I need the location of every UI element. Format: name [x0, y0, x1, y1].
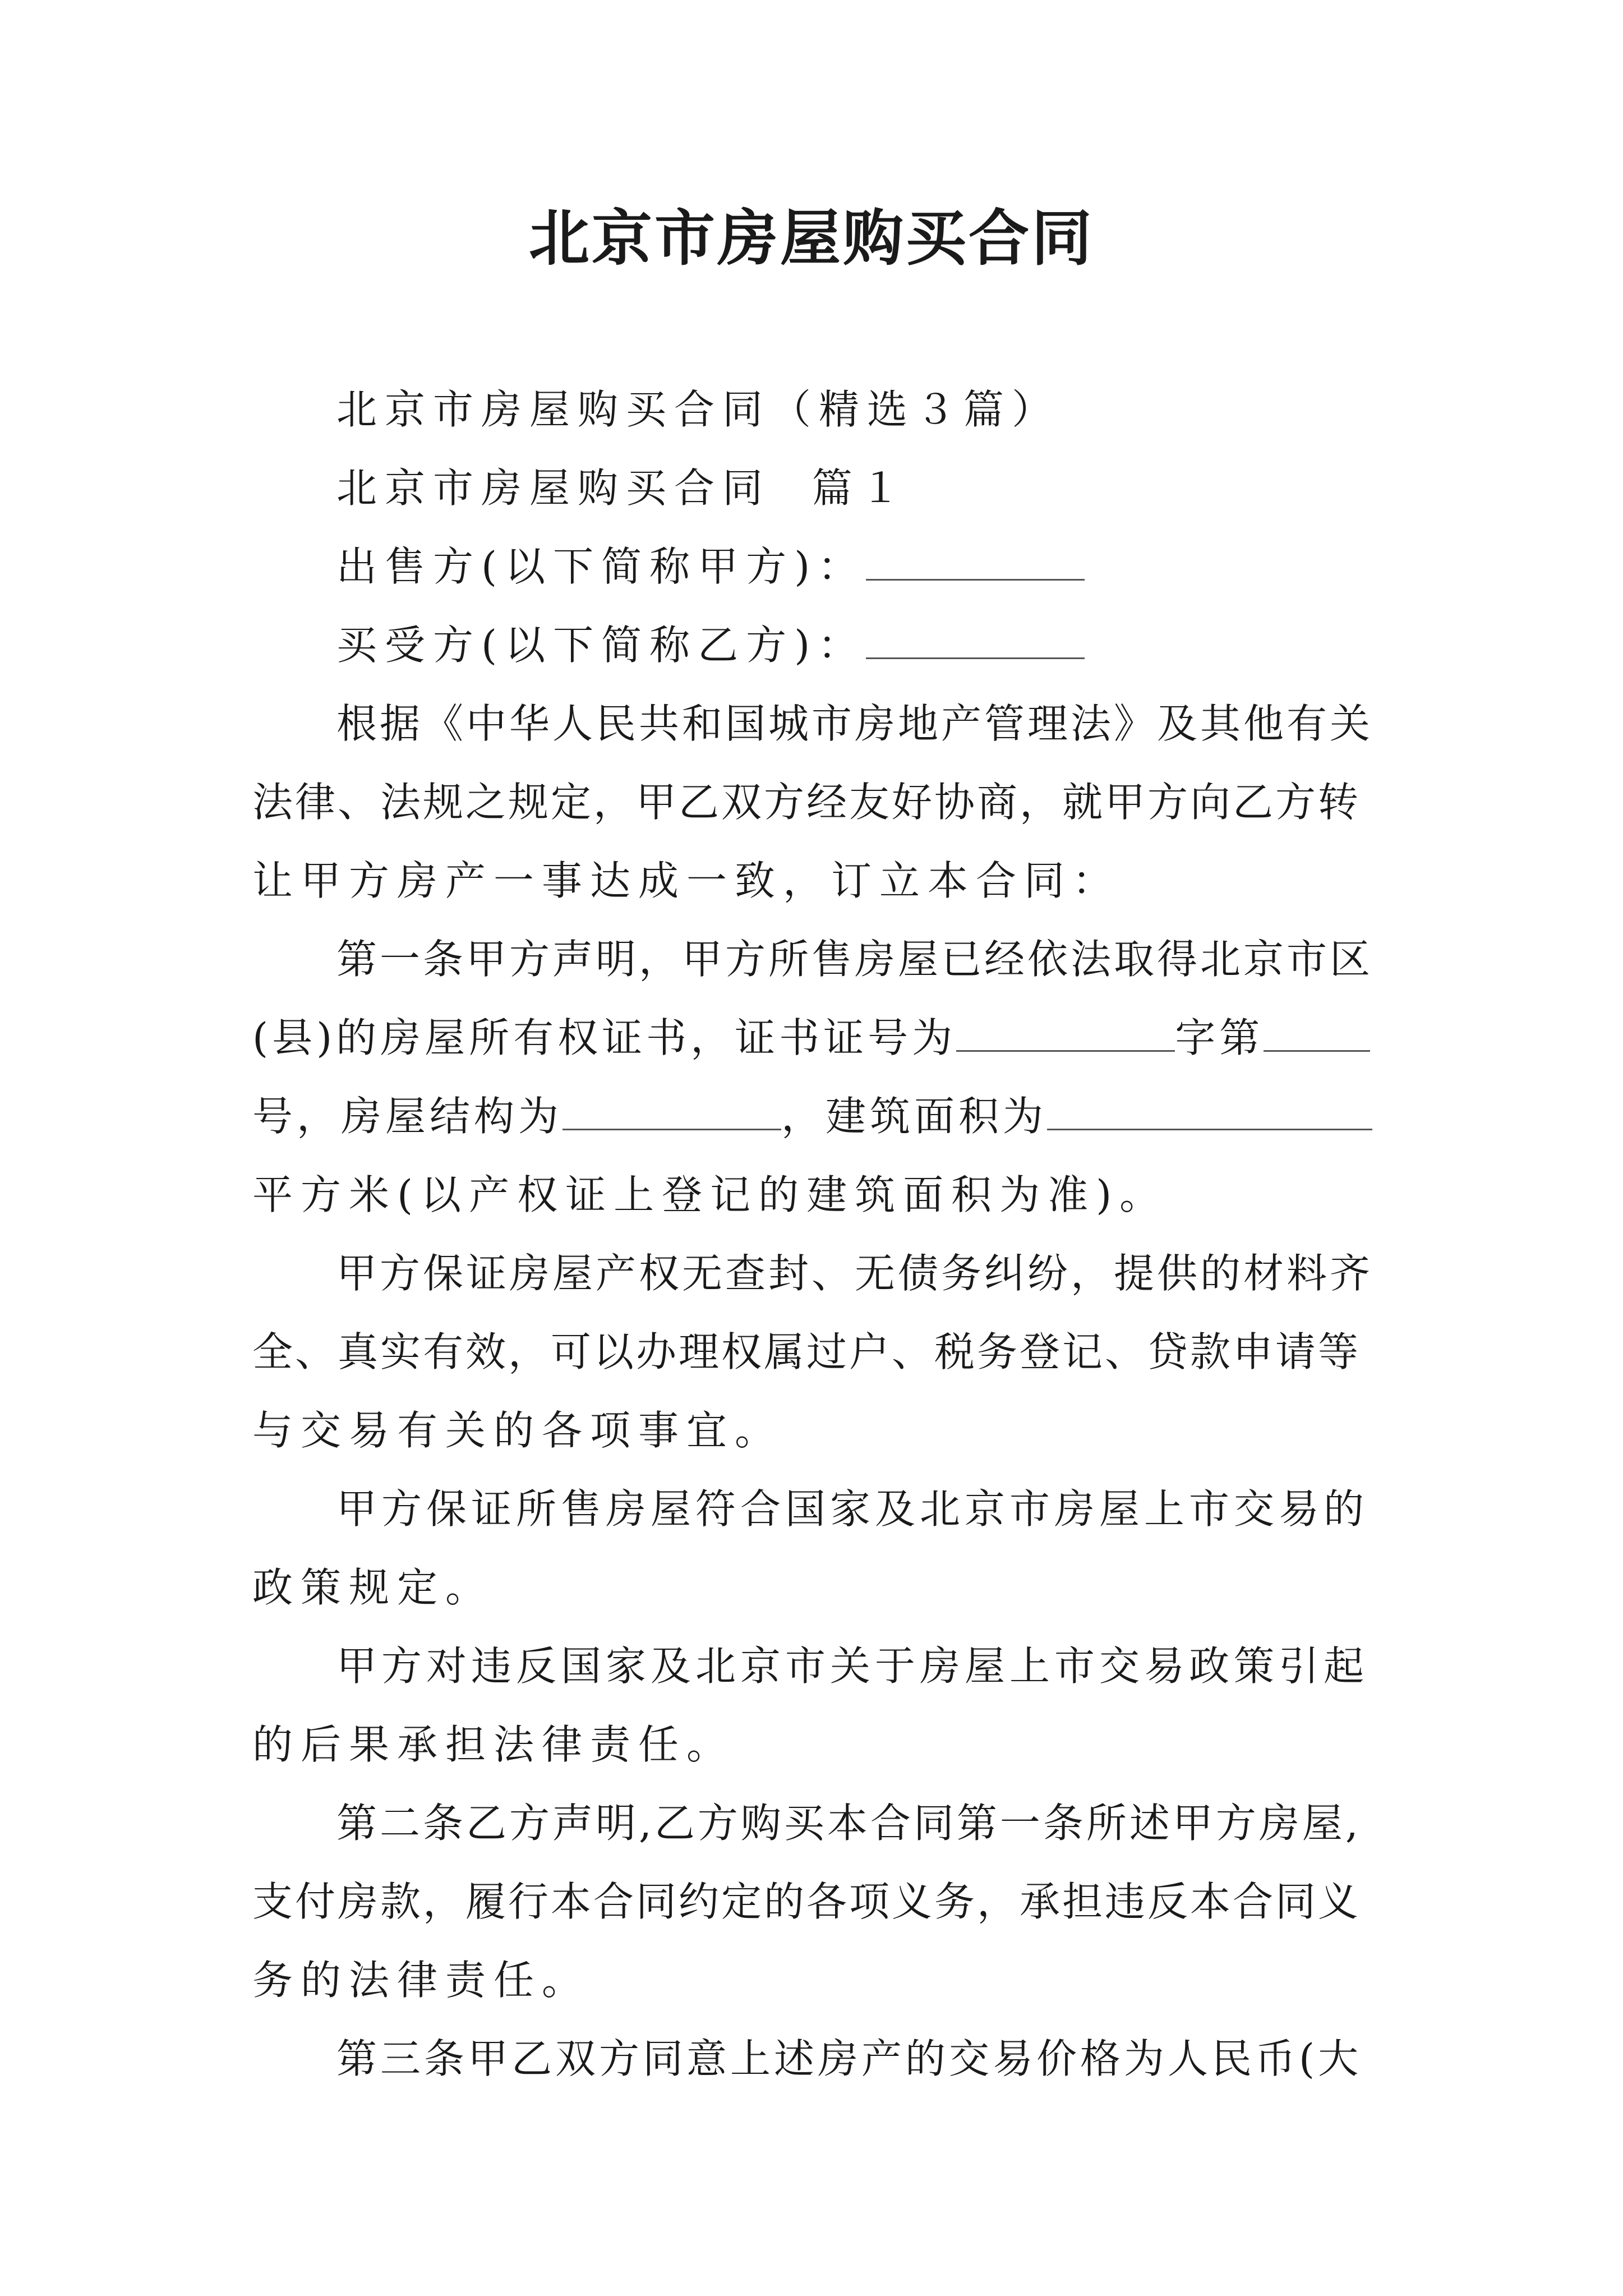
- article2-line-3: 务的法律责任。: [252, 1957, 591, 2004]
- article2-line-1: 第二条乙方声明,乙方购买本合同第一条所述甲方房屋,: [336, 1800, 1361, 1847]
- guarantee1-line-1: 甲方保证房屋产权无查封、无债务纠纷，提供的材料齐: [336, 1250, 1373, 1297]
- seller-blank: [866, 544, 1085, 581]
- article1-line-3b: ，建筑面积为: [781, 1093, 1048, 1140]
- liability-line-1: 甲方对违反国家及北京市关于房屋上市交易政策引起: [336, 1642, 1369, 1690]
- article1-line-3a: 号，房屋结构为: [252, 1093, 563, 1140]
- article2-line-2: 支付房款，履行本合同约定的各项义务，承担违反本合同义: [252, 1878, 1361, 1925]
- buyer-label: 买受方(以下简称乙方)：: [336, 622, 866, 669]
- guarantee1-line-3: 与交易有关的各项事宜。: [252, 1407, 783, 1454]
- article1-line-2: [252, 1010, 1370, 1066]
- article1-line-1: 第一条甲方声明，甲方所售房屋已经依法取得北京市区: [336, 936, 1373, 983]
- area-blank: [1047, 1094, 1372, 1130]
- guarantee2-line-1: 甲方保证所售房屋符合国家及北京市房屋上市交易的: [336, 1485, 1369, 1533]
- structure-blank: [562, 1094, 781, 1130]
- document-title: 北京市房屋购买合同: [528, 203, 1094, 274]
- guarantee1-line-2: 全、真实有效，可以办理权属过户、税务登记、贷款申请等: [252, 1328, 1361, 1375]
- buyer-blank: [866, 623, 1085, 659]
- certificate-serial-blank: [1264, 1015, 1370, 1052]
- certificate-number-blank: [956, 1015, 1175, 1052]
- part-heading: 北京市房屋购买合同 篇１: [336, 464, 909, 512]
- liability-line-2: 的后果承担法律责任。: [252, 1721, 735, 1768]
- article1-line-2a: (县)的房屋所有权证书，证书证号为: [252, 1014, 957, 1061]
- guarantee2-line-2: 政策规定。: [252, 1564, 494, 1611]
- intro-line-2: 法律、法规之规定，甲乙双方经友好协商，就甲方向乙方转: [252, 779, 1361, 826]
- seller-line: [336, 539, 1085, 595]
- intro-line-3: 让甲方房产一事达成一致，订立本合同：: [252, 857, 1121, 904]
- intro-line-1: 根据《中华人民共和国城市房地产管理法》及其他有关: [336, 700, 1373, 747]
- article3-line-1: 第三条甲乙双方同意上述房产的交易价格为人民币(大: [336, 2035, 1362, 2082]
- article1-line-4: 平方米(以产权证上登记的建筑面积为准)。: [252, 1171, 1168, 1218]
- seller-label: 出售方(以下简称甲方)：: [336, 543, 866, 590]
- article1-line-2b: 字第: [1175, 1014, 1264, 1061]
- buyer-line: [336, 617, 1085, 673]
- subtitle: 北京市房屋购买合同（精选３篇）: [336, 386, 1061, 433]
- article1-line-3: [252, 1088, 1372, 1144]
